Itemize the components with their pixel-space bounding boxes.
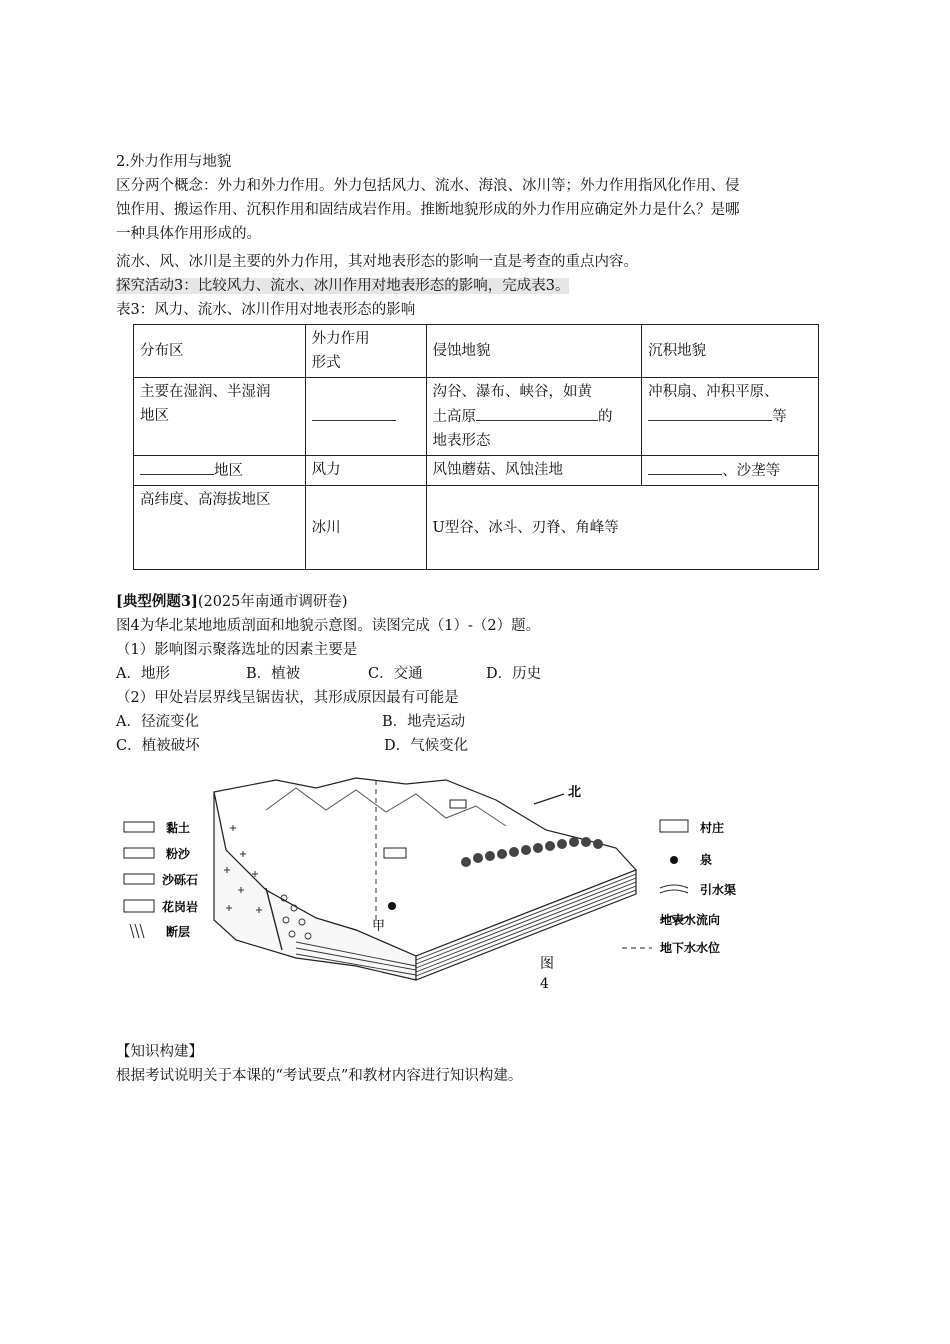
cell-erosion-wind: 风蚀蘑菇、风蚀洼地 <box>426 456 642 486</box>
north-arrow-icon <box>534 794 564 804</box>
fill-blank-region[interactable] <box>140 458 214 475</box>
granite-legend-icon <box>124 900 154 912</box>
table-row-wind <box>134 456 819 486</box>
header-erosion: 侵蚀地貌 <box>426 325 642 378</box>
cell-force-wind: 风力 <box>305 456 426 486</box>
legend-surface-flow: 地表水流向 <box>660 913 721 927</box>
figure-caption-line1: 图 <box>540 956 554 972</box>
mountain-ridges <box>266 788 506 826</box>
section-heading: 2.外力作用与地貌 <box>116 154 232 170</box>
paragraph-concepts-line3: 一种具体作用形成的。 <box>116 226 261 242</box>
header-force <box>305 325 426 378</box>
cell-text: 地表形态 <box>432 433 491 449</box>
cell-text: 的 <box>598 409 613 425</box>
cell-force-water[interactable] <box>305 378 426 456</box>
point-jia-label: 甲 <box>372 919 386 934</box>
legend-left <box>124 820 198 939</box>
cell-text: 、沙垄等 <box>722 463 781 479</box>
q1-option-a[interactable]: A．地形 <box>116 666 170 682</box>
gravel-legend-icon <box>124 874 154 884</box>
cell-text <box>648 404 812 429</box>
activity-instruction <box>116 274 569 298</box>
legend-clay: 黏土 <box>166 821 191 835</box>
header-region: 分布区 <box>134 325 306 378</box>
silt-legend-icon <box>124 848 154 858</box>
forest-pattern <box>461 837 603 867</box>
cell-text: 地区 <box>214 463 243 479</box>
legend-village: 村庄 <box>700 821 725 835</box>
q1-option-d[interactable]: D．历史 <box>486 666 542 682</box>
cell-text: 主要在湿润、半湿润 <box>140 384 271 400</box>
example-intro: 图4为华北某地地质剖面和地貌示意图。读图完成（1）-（2）题。 <box>116 618 541 634</box>
cell-text: 冲积扇、冲积平原、 <box>648 384 779 400</box>
village-icon <box>384 848 406 858</box>
q2-option-c[interactable]: C．植被破坏 <box>116 738 200 754</box>
north-label: 北 <box>568 785 582 800</box>
knowledge-title: 【知识构建】 <box>116 1044 203 1060</box>
cell-text <box>433 404 636 429</box>
example-title: [典型例题3] <box>116 593 198 610</box>
paragraph-concepts-line1: 区分两个概念：外力和外力作用。外力包括风力、流水、海浪、冰川等；外力作用指风化作用、侵 <box>116 178 740 194</box>
legend-gravel: 沙砾石 <box>162 873 199 887</box>
table-header-row <box>134 325 819 378</box>
cell-region-water <box>134 378 306 456</box>
activity-highlight: 探究活动3：比较风力、流水、冰川作用对地表形态的影响，完成表3。 <box>116 278 570 294</box>
legend-right <box>622 820 736 955</box>
cell-text: 等 <box>772 409 787 425</box>
knowledge-text: 根据考试说明关于本课的“考试要点”和教材内容进行知识构建。 <box>116 1068 523 1084</box>
cell-force-glacier: 冰川 <box>305 486 426 570</box>
q2-option-b[interactable]: B．地壳运动 <box>382 714 466 730</box>
q1-option-b[interactable]: B．植被 <box>246 666 301 682</box>
spring-legend-icon <box>670 856 678 864</box>
example-title-line <box>116 590 348 614</box>
header-deposit: 沉积地貌 <box>642 325 819 378</box>
cell-text: 沟谷、瀑布、峡谷，如黄 <box>432 384 593 400</box>
cell-landform-glacier: U型谷、冰斗、刃脊、角峰等 <box>426 486 818 570</box>
landform-table <box>133 324 819 570</box>
legend-groundwater: 地下水水位 <box>660 941 721 955</box>
header-force-line1: 外力作用 <box>311 331 370 347</box>
village-legend-icon <box>660 820 688 832</box>
village-icon <box>450 800 466 808</box>
legend-granite: 花岗岩 <box>162 900 199 914</box>
cell-deposit-water <box>642 378 819 456</box>
fill-blank-force[interactable] <box>312 404 396 421</box>
table-caption: 表3：风力、流水、冰川作用对地表形态的影响 <box>116 302 416 318</box>
question-2: （2）甲处岩层界线呈锯齿状，其形成原因最有可能是 <box>116 690 459 706</box>
cell-deposit-wind <box>642 456 819 486</box>
table-row-water <box>134 378 819 456</box>
fill-blank-loess[interactable] <box>476 404 598 421</box>
legend-canal: 引水渠 <box>700 883 736 897</box>
cell-text: 土高原 <box>432 409 477 425</box>
legend-spring: 泉 <box>700 853 713 867</box>
example-source: (2025年南通市调研卷) <box>197 594 348 610</box>
table-row-glacier <box>134 486 819 570</box>
question-1: （1）影响图示聚落选址的因素主要是 <box>116 642 358 658</box>
cell-region-glacier: 高纬度、高海拔地区 <box>134 486 306 570</box>
paragraph-concepts-line2: 蚀作用、搬运作用、沉积作用和固结成岩作用。推断地貌形成的外力作用应确定外力是什么？是哪 <box>116 202 740 218</box>
geology-block-diagram <box>116 770 736 1000</box>
fill-blank-wind-deposit[interactable] <box>648 458 722 475</box>
figure-caption-line2: 4 <box>540 976 549 992</box>
paragraph-main-forces: 流水、风、冰川是主要的外力作用，其对地表形态的影响一直是考查的重点内容。 <box>116 254 638 270</box>
q2-option-a[interactable]: A．径流变化 <box>116 714 199 730</box>
canal-legend-icon <box>660 885 688 893</box>
cell-region-wind <box>134 456 306 486</box>
legend-fault: 断层 <box>166 925 191 939</box>
spring-icon <box>388 902 396 910</box>
fault-legend-icon <box>130 924 144 938</box>
header-force-line2: 形式 <box>311 355 341 371</box>
legend-silt: 粉沙 <box>166 847 191 861</box>
fill-blank-deposit[interactable] <box>648 404 772 421</box>
q2-option-d[interactable]: D．气候变化 <box>384 738 469 754</box>
clay-legend-icon <box>124 822 154 832</box>
q1-option-c[interactable]: C．交通 <box>368 666 423 682</box>
cell-text: 地区 <box>140 408 169 424</box>
cell-erosion-water <box>426 378 642 456</box>
